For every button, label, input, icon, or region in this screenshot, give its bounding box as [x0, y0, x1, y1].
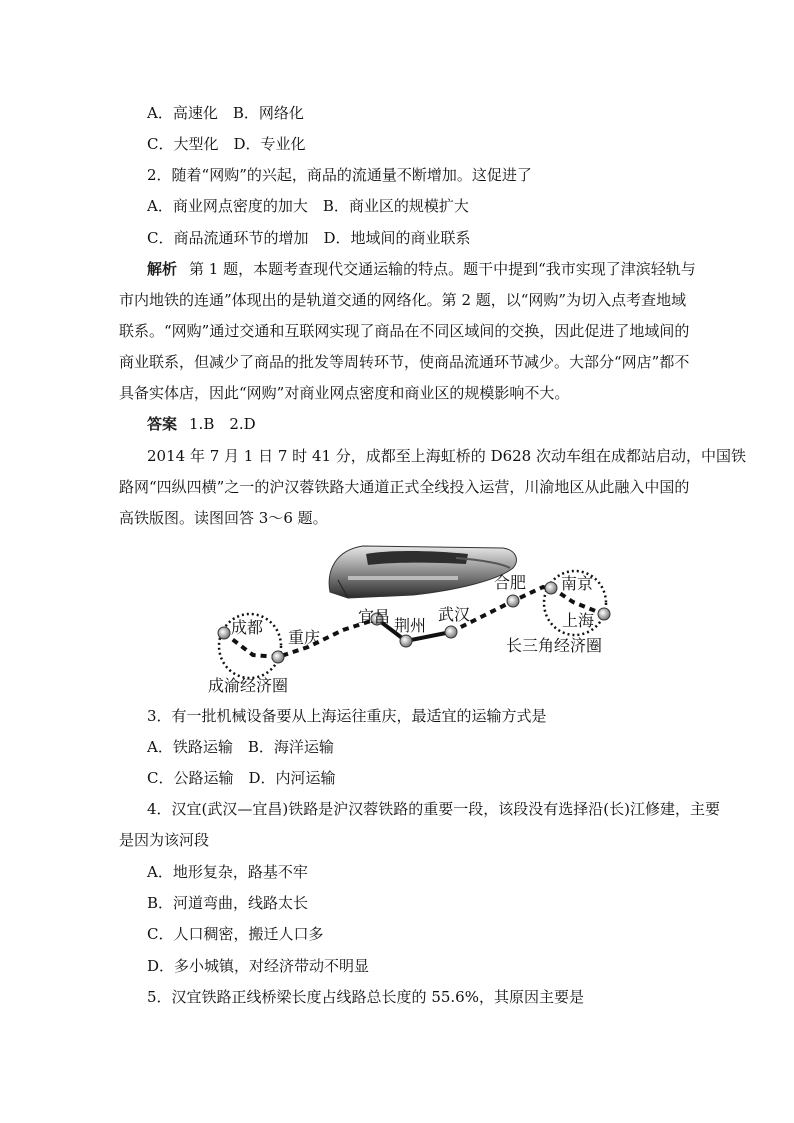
- q2-options-cd: C．商品流通环节的增加 D．地域间的商业联系: [147, 229, 471, 247]
- analysis-tag: 解析: [147, 260, 178, 278]
- node-wuhan: [445, 626, 457, 638]
- answer-line: [147, 414, 256, 434]
- passage-line-3: 高铁版图。读图回答 3～6 题。: [119, 509, 328, 527]
- q3-options-ab: A．铁路运输 B．海洋运输: [147, 738, 334, 756]
- q3-stem: 3．有一批机械设备要从上海运往重庆，最适宜的运输方式是: [147, 707, 547, 725]
- label-hefei: 合肥: [494, 573, 527, 592]
- q4-option-b: B．河道弯曲，线路太长: [147, 894, 309, 912]
- node-chengdu: [218, 627, 230, 639]
- railway-map-figure: [198, 540, 618, 700]
- q2-options-ab: A．商业网点密度的加大 B．商业区的规模扩大: [147, 197, 469, 215]
- label-nanjing: 南京: [561, 574, 594, 593]
- q2-stem: 2．随着“网购”的兴起，商品的流通量不断增加。这促进了: [147, 166, 532, 184]
- label-shanghai: 上海: [562, 611, 595, 630]
- analysis-line-3: 联系。“网购”通过交通和互联网实现了商品在不同区域间的交换，因此促进了地域间的: [119, 322, 690, 340]
- label-chongqing: 重庆: [288, 628, 321, 647]
- node-nanjing: [545, 582, 557, 594]
- train-image: [329, 546, 516, 598]
- q3-options-cd: C．公路运输 D．内河运输: [147, 769, 336, 787]
- answer-tag: 答案: [147, 415, 178, 433]
- node-chongqing: [272, 651, 284, 663]
- label-chengdu: 成都: [231, 618, 264, 637]
- analysis-line-4: 商业联系，但减少了商品的批发等周转环节，使商品流通环节减少。大部分“网店”都不: [119, 353, 690, 371]
- analysis-line-5: 具备实体店，因此“网购”对商业网点密度和商业区的规模影响不大。: [119, 384, 570, 402]
- label-chengyu-region: 成渝经济圈: [208, 676, 289, 695]
- answer-text: 1.B 2.D: [189, 415, 256, 433]
- passage-line-1: 2014 年 7 月 1 日 7 时 41 分，成都至上海虹桥的 D628 次动车组在成都站启动，中国铁: [147, 447, 746, 465]
- node-shanghai: [598, 608, 610, 620]
- q1-options-ab: A．高速化 B．网络化: [147, 104, 304, 122]
- label-jingzhou: 荆州: [394, 616, 427, 635]
- analysis-text: 第 1 题，本题考查现代交通运输的特点。题干中提到“我市实现了津滨轻轨与: [189, 260, 696, 278]
- q4-option-a: A．地形复杂，路基不牢: [147, 863, 308, 881]
- label-yangtze-delta-region: 长三角经济圈: [506, 636, 603, 655]
- q5-stem: 5．汉宜铁路正线桥梁长度占线路总长度的 55.6%，其原因主要是: [147, 988, 584, 1006]
- q1-options-cd: C．大型化 D．专业化: [147, 135, 306, 153]
- analysis-line-1: [147, 259, 696, 279]
- node-jingzhou: [400, 635, 412, 647]
- q4-option-c: C．人口稠密，搬迁人口多: [147, 925, 324, 943]
- q4-option-d: D．多小城镇，对经济带动不明显: [147, 957, 370, 975]
- analysis-line-2: 市内地铁的连通”体现出的是轨道交通的网络化。第 2 题，以“网购”为切入点考查地域: [119, 291, 687, 309]
- passage-line-2: 路网“四纵四横”之一的沪汉蓉铁路大通道正式全线投入运营，川渝地区从此融入中国的: [119, 478, 690, 496]
- node-hefei: [507, 595, 519, 607]
- label-yichang: 宜昌: [358, 607, 391, 626]
- q4-stem-line-1: 4．汉宜(武汉—宜昌)铁路是沪汉蓉铁路的重要一段，该段没有选择沿(长)江修建，主要: [147, 800, 720, 818]
- q4-stem-line-2: 是因为该河段: [119, 831, 210, 849]
- label-wuhan: 武汉: [438, 605, 471, 624]
